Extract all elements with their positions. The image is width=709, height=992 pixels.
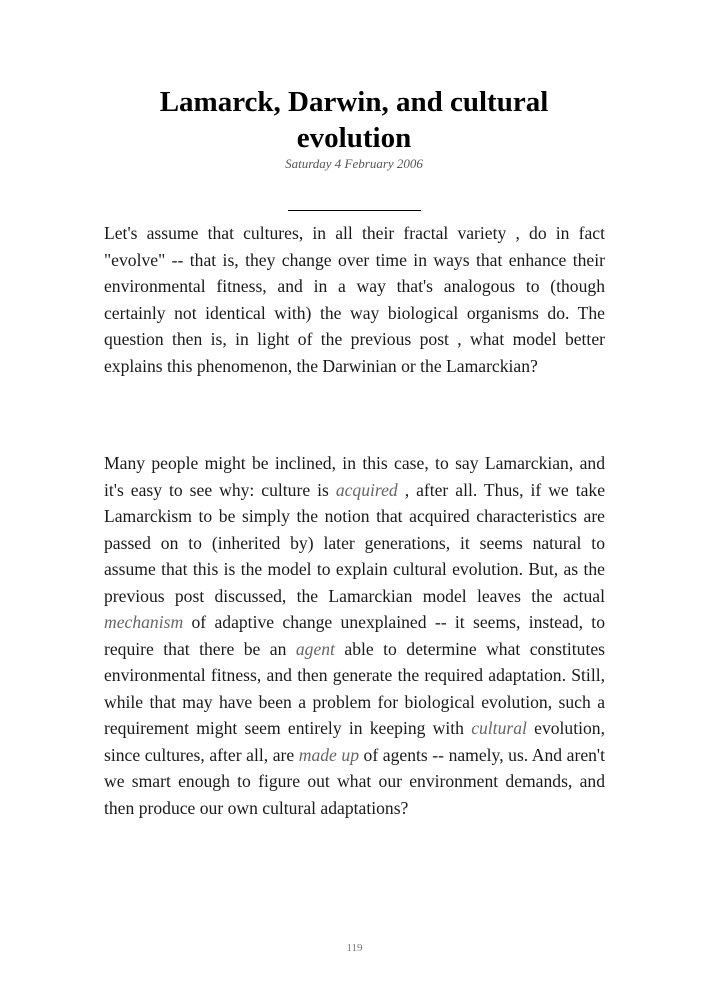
paragraph-2-text: evolution, since cultures, after all, are (104, 718, 605, 765)
paragraph-2-text: able to determine what constitutes environmental fitness, and then generate the required adaptation. Still, while that may have been a problem for biological evolution, such a requirement might seem entirely in keeping with (104, 638, 605, 738)
emphasis-acquired: acquired (335, 479, 398, 500)
emphasis-mechanism: mechanism (104, 612, 184, 632)
emphasis-agent: agent (295, 638, 335, 659)
page-number: 119 (346, 942, 363, 954)
paragraph-2-text: Many people might be inclined, in this case, to say Lamarckian, and it's easy to see why: culture is (104, 453, 605, 500)
paragraph-1: Let's assume that cultures, in all their fractal variety , do in fact "evolve" -- that is, they change over time in ways that enhance their environmental fitness, and in a way that's analogous to (though certainly not identical with) the way biological organisms do. The question then is, in light of the previous post , what model better explains this phenomenon, the Darwinian or the Lamarckian? (104, 223, 605, 376)
title-divider (288, 210, 421, 211)
paragraph-2-text: , after all. Thus, if we take Lamarckism to be simply the notion that acquired characteristics are passed on to (inherited by) later generations, it seems natural to assume that this is the model to explain cultural evolution. But, as the previous post discussed, the Lamarckian model leaves the actual (104, 479, 606, 606)
emphasis-made-up: made up (298, 744, 359, 765)
paragraph-2-text: of agents -- namely, us. And aren't we smart enough to figure out what our environment demands, and then produce our own cultural adaptations? (104, 744, 605, 818)
article-title: Lamarck, Darwin, and cultural evolution (159, 86, 549, 154)
paragraph-2 (104, 450, 605, 821)
paragraph-2-text: of adaptive change unexplained -- it seems, instead, to require that there be an (104, 612, 605, 659)
article-date: Saturday 4 February 2006 (285, 156, 423, 171)
emphasis-cultural: cultural (471, 718, 527, 738)
